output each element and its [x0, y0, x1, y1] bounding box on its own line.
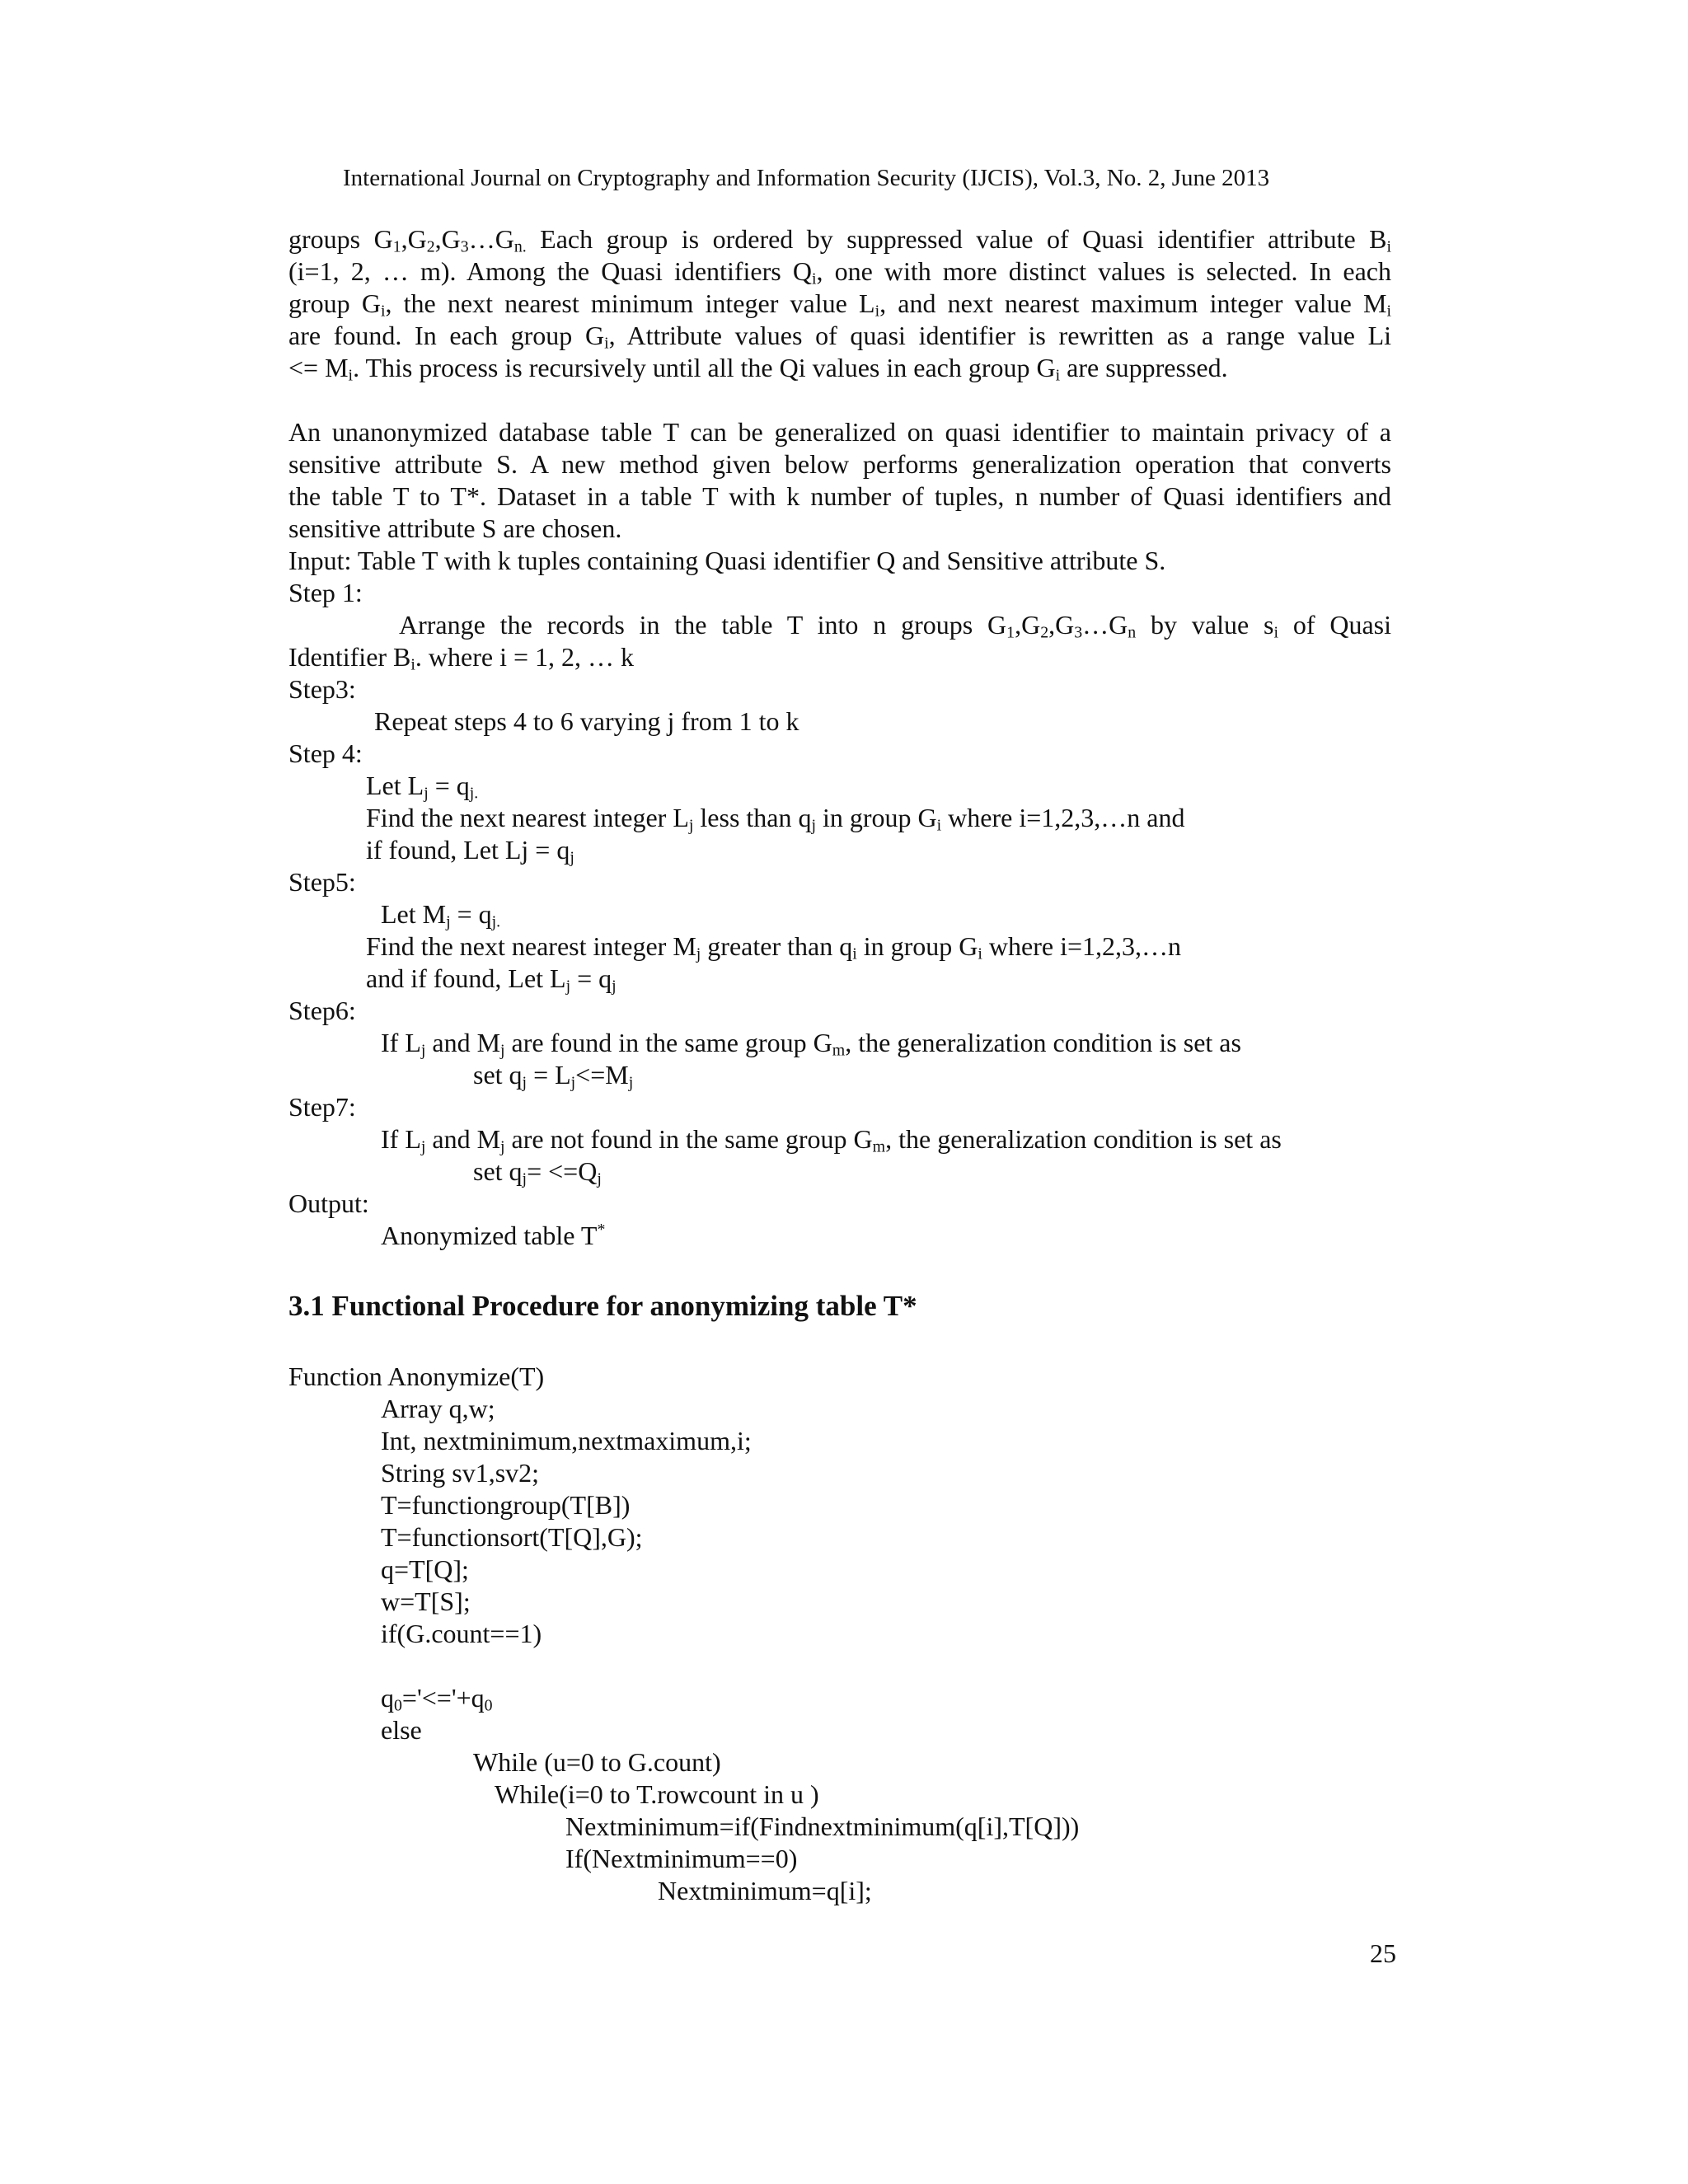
text-line: are found. In each group $G_i$, Attribute values of quasi identifier is rewritten as a range value Li: [288, 321, 1392, 353]
code-line: if(G.count==1): [381, 1619, 542, 1648]
step-label: Step5:: [288, 867, 356, 897]
text-line: sensitive attribute S are chosen.: [288, 513, 622, 543]
code-line: Array q,w;: [381, 1394, 495, 1423]
algo-line: and if found, Let $L_j = q_j$: [366, 963, 617, 996]
algo-line: set $q_j = L_j<=M_j$: [473, 1060, 634, 1092]
text-line: the table T to T*. Dataset in a table T with k number of tuples, n number of Quasi identifiers and: [288, 481, 1391, 511]
code-line: Function Anonymize(T): [288, 1361, 545, 1391]
code-line: While(i=0 to T.rowcount in u ): [495, 1779, 819, 1809]
algo-line: Identifier $B_i$. where i = 1, 2, … k: [288, 642, 635, 674]
text-line: group $G_i$, the next nearest minimum integer value $L_i$, and next nearest maximum integer value $M_i$: [288, 288, 1392, 321]
algo-line: if found, Let $Lj = q_j$: [366, 835, 574, 867]
page-number: 25: [1370, 1938, 1396, 1968]
code-line: Nextminimum=if(Findnextminimum(q[i],T[Q])): [565, 1811, 1080, 1841]
code-line: T=functionsort(T[Q],G);: [381, 1522, 643, 1552]
algo-line: Find the next nearest integer $L_j$ less than $q_j$ in group $G_i$ where i=1,2,3,…n and: [366, 803, 1185, 835]
step-label: Step3:: [288, 674, 356, 704]
code-line: While (u=0 to G.count): [473, 1747, 721, 1777]
algo-line: Arrange the records in the table T into n groups $G_1,G_2,G_3\dots G_n$ by value $s_i$ of Quasi: [399, 610, 1392, 642]
code-line: w=T[S];: [381, 1586, 471, 1616]
algo-output: Anonymized table T*: [381, 1221, 606, 1250]
text-line: (i=1, 2, … m). Among the Quasi identifiers $Q_i$, one with more distinct values is selected. In each: [288, 256, 1392, 288]
step-label: Step 4:: [288, 738, 363, 768]
code-line: $q_0='<='+q_0$: [381, 1683, 493, 1715]
section-heading: 3.1 Functional Procedure for anonymizing table T*: [288, 1290, 917, 1322]
step-label: Output:: [288, 1188, 369, 1218]
algo-line: Let $M_j = q_{j.}$: [381, 899, 501, 931]
code-line: T=functiongroup(T[B]): [381, 1490, 631, 1520]
running-header: International Journal on Cryptography and Information Security (IJCIS), Vol.3, No. 2, June 2013: [343, 165, 1270, 191]
step-label: Step 1:: [288, 578, 363, 607]
code-line: Nextminimum=q[i];: [658, 1876, 872, 1905]
algo-line: If $L_j$ and $M_j$ are found in the same group $G_m$, the generalization condition is set as: [381, 1028, 1241, 1060]
code-line: else: [381, 1715, 422, 1745]
algo-line: Repeat steps 4 to 6 varying j from 1 to k: [374, 706, 799, 736]
code-line: If(Nextminimum==0): [565, 1844, 798, 1873]
text-line: <= $M_i$. This process is recursively until all the Qi values in each group $G_i$ are suppressed.: [288, 353, 1228, 385]
algo-line: Find the next nearest integer $M_j$ greater than $q_i$ in group $G_i$ where i=1,2,3,…n: [366, 931, 1181, 963]
algo-line: Let $L_j = q_{j.}$: [366, 771, 479, 803]
text-line: groups $G_1,G_2,G_3\dots G_{n.}$ Each group is ordered by suppressed value of Quasi identifier attribute $B_i$: [288, 224, 1392, 256]
algo-input: Input: Table T with k tuples containing Quasi identifier Q and Sensitive attribute S.: [288, 546, 1166, 575]
algo-line: If $L_j$ and $M_j$ are not found in the same group $G_m$, the generalization condition is set as: [381, 1124, 1282, 1156]
text-line: An unanonymized database table T can be generalized on quasi identifier to maintain privacy of a: [288, 417, 1391, 447]
code-line: Int, nextminimum,nextmaximum,i;: [381, 1426, 752, 1455]
step-label: Step6:: [288, 996, 356, 1025]
text-line: sensitive attribute S. A new method given below performs generalization operation that converts: [288, 449, 1391, 479]
code-line: q=T[Q];: [381, 1554, 469, 1584]
code-line: String sv1,sv2;: [381, 1458, 540, 1488]
step-label: Step7:: [288, 1092, 356, 1122]
algo-line: set $q_j= <=Q_j$: [473, 1156, 602, 1188]
